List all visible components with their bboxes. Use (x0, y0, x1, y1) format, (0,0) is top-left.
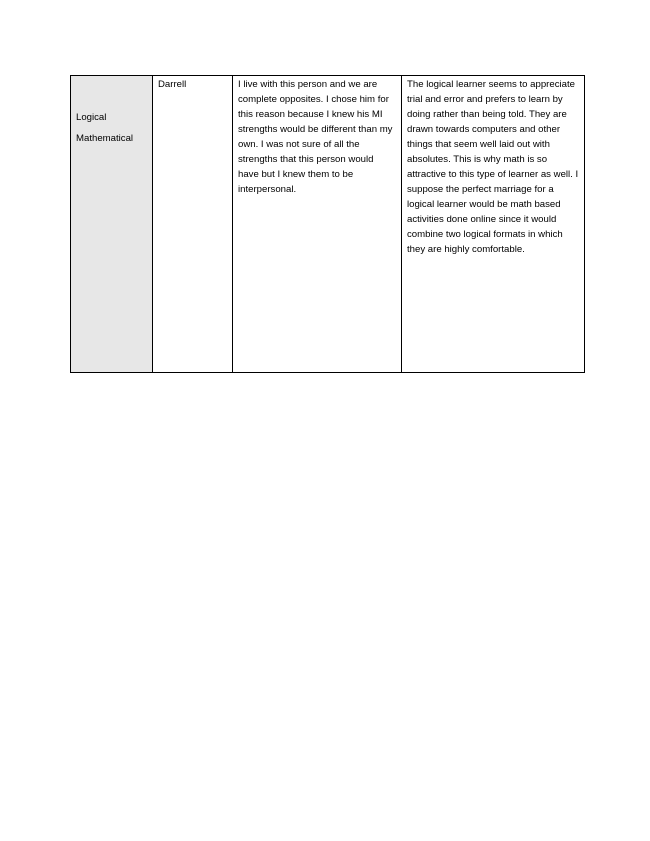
intelligence-line-1: Logical (76, 112, 107, 123)
intelligence-table (70, 75, 585, 373)
intelligence-cell (71, 76, 153, 373)
person-cell: Darrell (153, 76, 233, 373)
reason-cell: I live with this person and we are complete opposites. I chose him for this reason because I knew his MI strengths would be different than my own. I was not sure of all the strengths that this person would have but I knew them to be interpersonal. (233, 76, 402, 373)
observation-cell: The logical learner seems to appreciate trial and error and prefers to learn by doing rather than being told. They are drawn towards computers and other things that seem well laid out with absolutes. This is why math is so attractive to this type of learner as well. I suppose the perfect marriage for a logical learner would be math based activities done online since it would combine two logical formats in which they are highly comfortable. (402, 76, 585, 373)
intelligence-label (76, 77, 147, 149)
intelligence-line-2: Mathematical (76, 133, 134, 144)
table-row (71, 76, 585, 373)
